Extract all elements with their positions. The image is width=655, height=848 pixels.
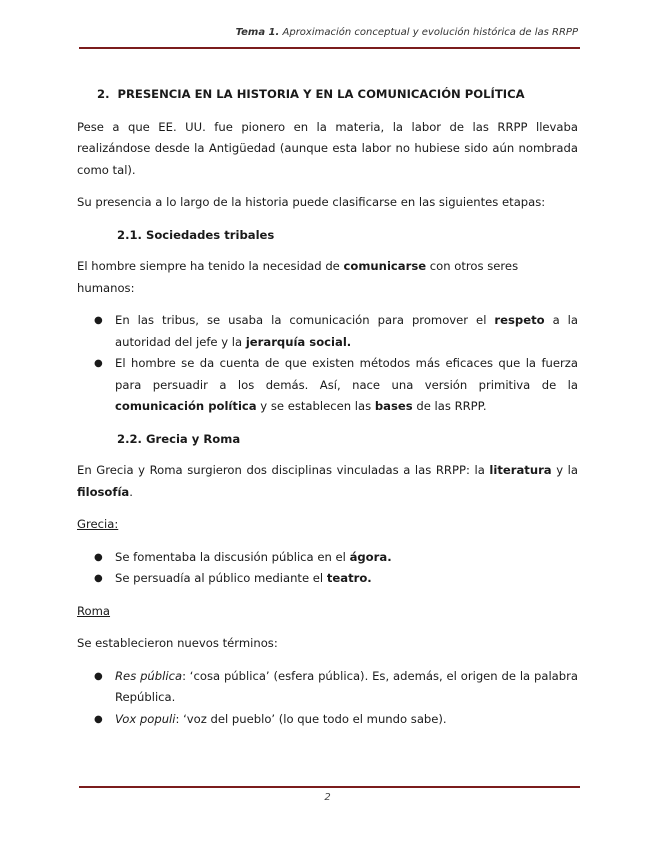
bullet-icon: ● — [94, 713, 103, 725]
header-rule — [79, 47, 580, 49]
roma-bullet-list — [77, 666, 578, 731]
page-number: 2 — [324, 792, 331, 803]
grecia-label: Grecia: — [77, 517, 119, 531]
list-item: ● Se persuadía al público mediante el teatro. — [77, 568, 578, 590]
subsection-heading-tribal: 2.1. Sociedades tribales — [117, 227, 275, 242]
intro-paragraph-2: Su presencia a lo largo de la historia puede clasificarse en las siguientes etapas: — [77, 195, 546, 209]
header-topic-label: Tema 1. — [235, 27, 280, 38]
grecia-roma-lead-paragraph: En Grecia y Roma surgieron dos disciplinas vinculadas a las RRPP: la literatura y la filosofía. — [77, 463, 578, 499]
list-item: ● Vox populi: ‘voz del pueblo’ (lo que todo el mundo sabe). — [77, 709, 578, 731]
header-topic-title: Aproximación conceptual y evolución histórica de las RRPP — [282, 27, 578, 38]
bullet-icon: ● — [94, 670, 103, 682]
list-item: ● Res pública: ‘cosa pública’ (esfera pública). Es, además, el origen de la palabra República. — [77, 666, 578, 709]
subsection-heading-grecia-roma: 2.2. Grecia y Roma — [117, 431, 241, 446]
document-body — [77, 84, 578, 741]
list-item: ● El hombre se da cuenta de que existen métodos más eficaces que la fuerza para persuadir a los demás. Así, nace una versión primitiva de la comunicación política y se establecen las bases de las RRPP. — [77, 353, 578, 418]
bullet-icon: ● — [94, 551, 103, 563]
list-item: ● Se fomentaba la discusión pública en el ágora. — [77, 547, 578, 569]
section-heading — [97, 84, 578, 106]
tribal-lead-paragraph: El hombre siempre ha tenido la necesidad de comunicarse con otros seres humanos: — [77, 259, 519, 295]
bullet-icon: ● — [94, 358, 103, 369]
roma-lead-paragraph: Se establecieron nuevos términos: — [77, 636, 278, 650]
page-header — [0, 27, 578, 38]
section-number: 2. — [97, 87, 110, 101]
roma-label: Roma — [77, 603, 111, 618]
footer-rule — [79, 786, 580, 788]
grecia-bullet-list — [77, 547, 578, 590]
bullet-icon: ● — [94, 315, 103, 326]
bullet-icon: ● — [94, 573, 103, 584]
section-title: PRESENCIA EN LA HISTORIA Y EN LA COMUNICACIÓN POLÍTICA — [117, 87, 525, 101]
list-item: ● En las tribus, se usaba la comunicación para promover el respeto a la autoridad del jefe y la jerarquía social. — [77, 310, 578, 353]
tribal-bullet-list — [77, 310, 578, 418]
intro-paragraph-1: Pese a que EE. UU. fue pionero en la materia, la labor de las RRPP llevaba realizándose desde la Antigüedad (aunque esta labor no hubiese sido aún nombrada como tal). — [77, 119, 578, 177]
